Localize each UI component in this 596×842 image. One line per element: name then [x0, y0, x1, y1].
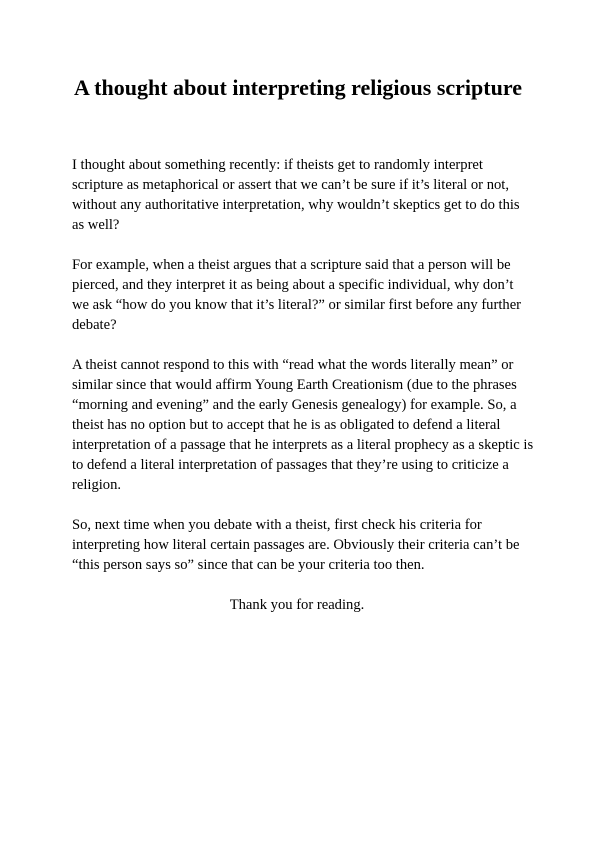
- document-body: [72, 155, 534, 615]
- paragraph: A theist cannot respond to this with “read what the words literally mean” or similar since that would affirm Young Earth Creationism (due to the phrases “morning and evening” and the early Genesis genealogy) for example. So, a theist has no option but to accept that he is as obligated to defend a literal interpretation of a passage that he interprets as a literal prophecy as a skeptic is to defend a literal interpretation of passages that they’re using to criticize a religion.: [72, 357, 534, 493]
- closing-line: Thank you for reading.: [229, 597, 365, 613]
- document-title: A thought about interpreting religious scripture: [74, 75, 522, 100]
- paragraph: So, next time when you debate with a theist, first check his criteria for interpreting how literal certain passages are. Obviously their criteria can’t be “this person says so” since that can be your criteria too then.: [72, 517, 520, 573]
- paragraph: I thought about something recently: if theists get to randomly interpret scripture as metaphorical or assert that we can’t be sure if it’s literal or not, without any authoritative interpretation, why wouldn’t skeptics get to do this as well?: [72, 157, 520, 233]
- paragraph: For example, when a theist argues that a scripture said that a person will be pierced, and they interpret it as being about a specific individual, why don’t we ask “how do you know that it’s literal?” or similar first before any further debate?: [72, 257, 522, 333]
